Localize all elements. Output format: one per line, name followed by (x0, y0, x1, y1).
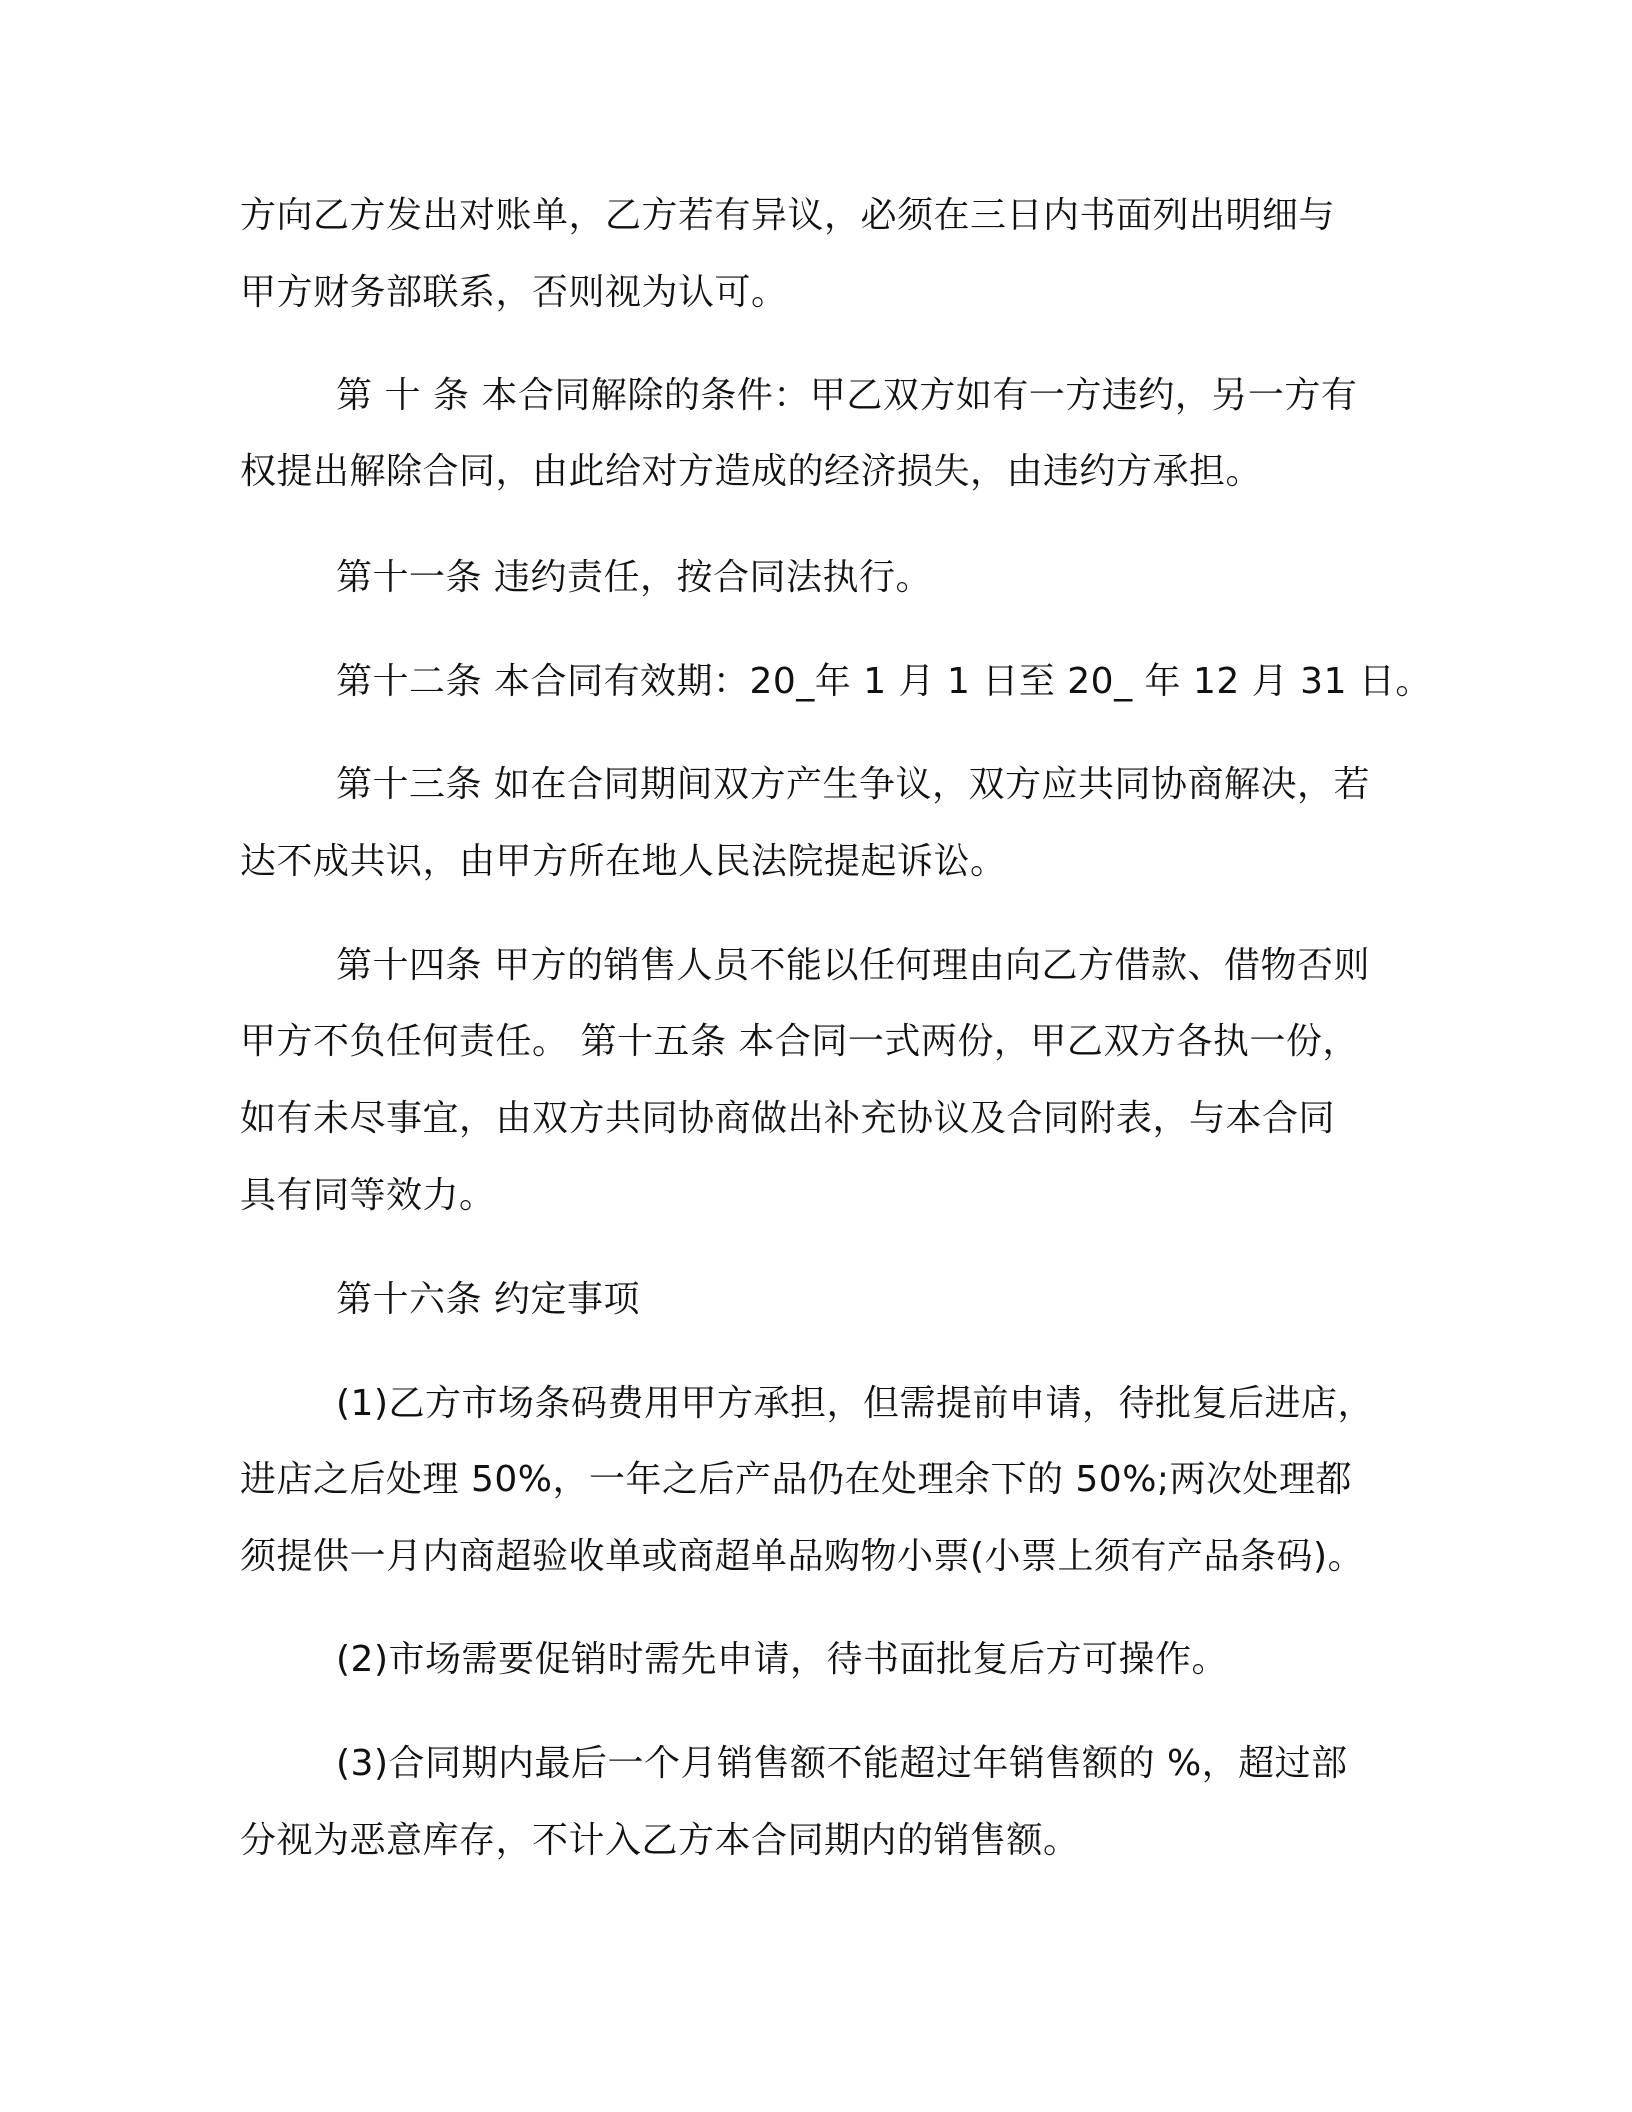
text-line: 甲方不负任何责任。 第十五条 本合同一式两份，甲乙双方各执一份， (240, 1021, 1359, 1062)
article-16-line: 第十六条 约定事项 (336, 1279, 640, 1320)
article-10-line: 第 十 条 本合同解除的条件：甲乙双方如有一方违约，另一方有 (336, 375, 1358, 416)
text-line: 权提出解除合同，由此给对方造成的经济损失，由违约方承担。 (240, 451, 1263, 492)
text-line: 具有同等效力。 (240, 1175, 496, 1216)
text-line: 如有未尽事宜，由双方共同协商做出补充协议及合同附表，与本合同 (240, 1098, 1336, 1139)
text-line: 进店之后处理 50%，一年之后产品仍在处理余下的 50%;两次处理都 (240, 1459, 1353, 1500)
article-11-line: 第十一条 违约责任，按合同法执行。 (336, 557, 932, 598)
item-3-line: (3)合同期内最后一个月销售额不能超过年销售额的 %，超过部 (336, 1743, 1348, 1784)
article-13-line: 第十三条 如在合同期间双方产生争议，双方应共同协商解决，若 (336, 764, 1370, 805)
item-1-line: (1)乙方市场条码费用甲方承担，但需提前申请，待批复后进店， (336, 1383, 1374, 1424)
text-line: 甲方财务部联系，否则视为认可。 (240, 272, 788, 313)
text-line: 分视为恶意库存，不计入乙方本合同期内的销售额。 (240, 1820, 1080, 1861)
text-line: 达不成共识，由甲方所在地人民法院提起诉讼。 (240, 841, 1007, 882)
article-12-line: 第十二条 本合同有效期：20_年 1 月 1 日至 20_ 年 12 月 31 日。 (336, 661, 1432, 702)
article-14-line: 第十四条 甲方的销售人员不能以任何理由向乙方借款、借物否则 (336, 945, 1370, 986)
text-line: 方向乙方发出对账单，乙方若有异议，必须在三日内书面列出明细与 (240, 195, 1336, 236)
item-2-line: (2)市场需要促销时需先申请，待书面批复后方可操作。 (336, 1639, 1228, 1680)
text-line: 须提供一月内商超验收单或商超单品购物小票(小票上须有产品条码)。 (240, 1536, 1365, 1577)
